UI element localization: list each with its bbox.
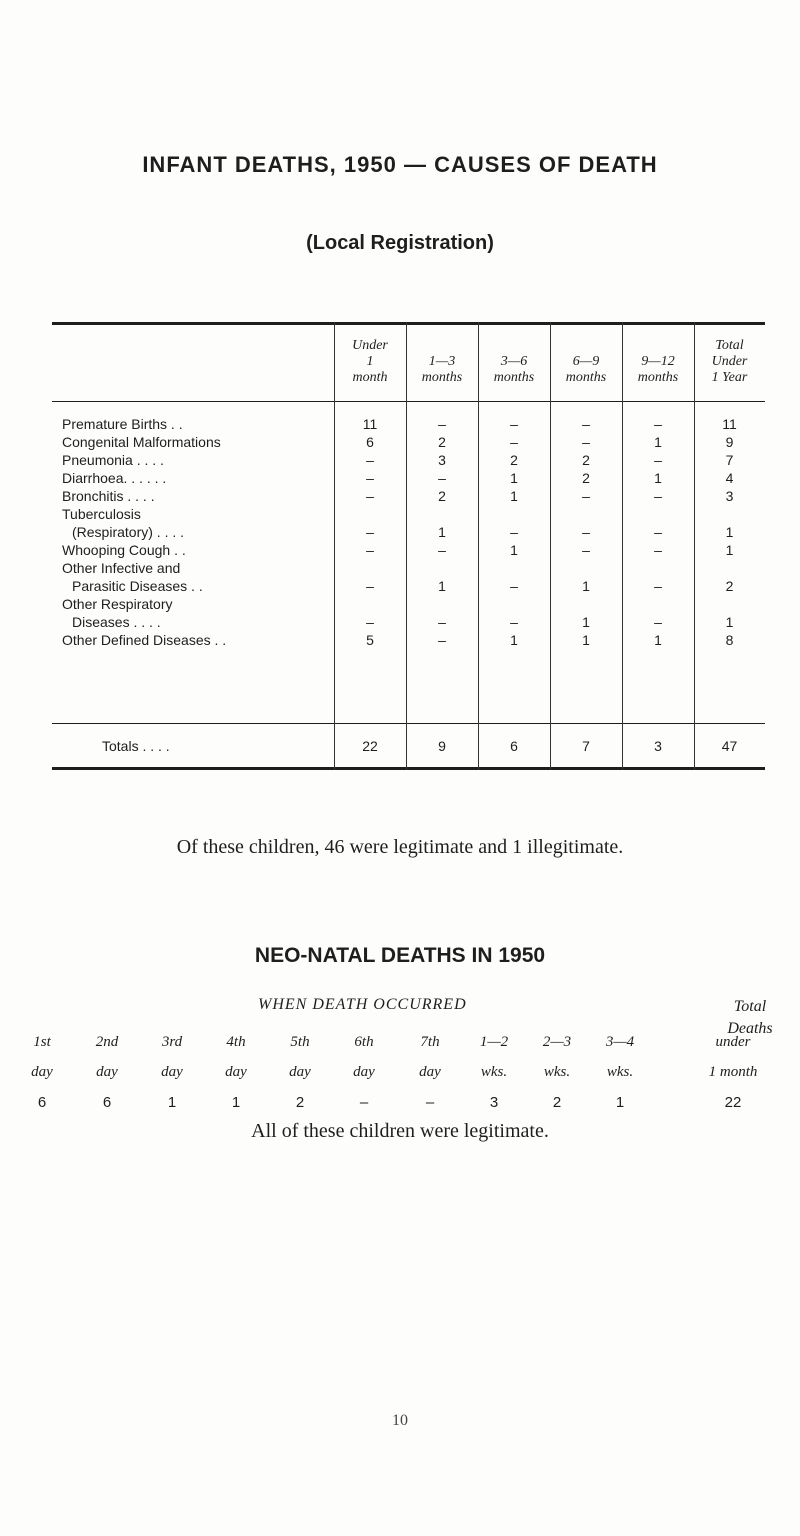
neonatal-heading: 1st xyxy=(33,1034,51,1050)
page-subtitle: (Local Registration) xyxy=(306,232,494,254)
row-label: Diarrhoea. . . . . . xyxy=(62,470,167,486)
neonatal-column xyxy=(683,1034,783,1111)
column-header xyxy=(622,338,694,386)
table-cell: – xyxy=(438,614,446,630)
column-header-line: 1—3 xyxy=(428,354,456,369)
neonatal-heading: 3—4 xyxy=(605,1034,635,1050)
column-header-line: Under xyxy=(711,354,748,369)
column-header-line xyxy=(622,338,694,354)
row-label: (Respiratory) . . . . xyxy=(72,524,185,540)
neonatal-heading: wks. xyxy=(480,1064,508,1080)
neonatal-value: – xyxy=(425,1094,435,1111)
table-cell: – xyxy=(366,614,374,630)
row-label: Other Respiratory xyxy=(62,596,173,612)
table-cell: – xyxy=(654,542,662,558)
column-header xyxy=(550,338,622,386)
totals-label: Totals . . . . xyxy=(102,738,170,754)
table-cell: – xyxy=(582,542,590,558)
table-cell: 1 xyxy=(510,470,518,486)
table-cell: 2 xyxy=(582,452,590,468)
table-cell: – xyxy=(438,470,446,486)
table-cell: 1 xyxy=(510,632,518,648)
row-label: Parasitic Diseases . . xyxy=(72,578,203,594)
table-cell: 1 xyxy=(725,524,734,540)
legitimacy-note: Of these children, 46 were legitimate and 1 illegitimate. xyxy=(176,836,624,858)
table-cell: 2 xyxy=(725,578,734,594)
neonatal-heading: wks. xyxy=(606,1064,634,1080)
column-header-line: months xyxy=(493,370,535,385)
neonatal-heading: day xyxy=(96,1064,118,1080)
neonatal-value: 6 xyxy=(37,1094,47,1111)
table-cell: – xyxy=(582,434,590,450)
neonatal-heading: 1 month xyxy=(708,1064,758,1080)
neonatal-column xyxy=(522,1034,592,1111)
column-header-line: 6—9 xyxy=(572,354,600,369)
neonatal-heading: day xyxy=(31,1064,53,1080)
page-title: INFANT DEATHS, 1950 — CAUSES OF DEATH xyxy=(142,152,658,177)
column-header-line: month xyxy=(352,370,388,385)
neonatal-heading: day xyxy=(419,1064,441,1080)
table-cell: 1 xyxy=(510,542,518,558)
column-header-line: Under xyxy=(352,338,388,353)
neonatal-heading: 5th xyxy=(290,1034,310,1050)
table-cell: 9 xyxy=(725,434,734,450)
table-cell: 3 xyxy=(725,488,734,504)
table-cell: 11 xyxy=(362,416,378,432)
neonatal-column xyxy=(265,1034,335,1111)
neonatal-column xyxy=(7,1034,77,1111)
column-header-line: 1 xyxy=(366,354,374,369)
page-number: 10 xyxy=(392,1412,408,1429)
column-header-line xyxy=(550,338,622,354)
row-label: Other Defined Diseases . . xyxy=(62,632,227,648)
neonatal-column xyxy=(72,1034,142,1111)
neonatal-value: 2 xyxy=(295,1094,305,1111)
column-header-line xyxy=(406,338,478,354)
table-cell: – xyxy=(654,614,662,630)
table-cell: 11 xyxy=(722,416,737,432)
table-cell: 1 xyxy=(654,632,662,648)
table-cell: – xyxy=(582,416,590,432)
when-heading: WHEN DEATH OCCURRED xyxy=(258,996,467,1013)
table-cell: 2 xyxy=(510,452,518,468)
table-bottom-rule xyxy=(52,767,765,770)
table-cell: – xyxy=(654,524,662,540)
neonatal-value: 1 xyxy=(615,1094,625,1111)
table-cell: – xyxy=(510,434,518,450)
neonatal-column xyxy=(329,1034,399,1111)
table-cell: – xyxy=(654,578,662,594)
causes-table xyxy=(52,322,765,770)
row-label: Other Infective and xyxy=(62,560,181,576)
table-cell: – xyxy=(366,524,374,540)
column-header-line: 9—12 xyxy=(641,354,675,369)
column-header xyxy=(694,338,765,386)
neonatal-column xyxy=(585,1034,655,1111)
row-label: Whooping Cough . . xyxy=(62,542,186,558)
table-cell: – xyxy=(654,488,662,504)
column-header-line xyxy=(478,338,550,354)
table-cell: – xyxy=(438,542,446,558)
totals-cell: 6 xyxy=(510,738,518,754)
table-cell: – xyxy=(510,416,518,432)
neonatal-heading: 3rd xyxy=(161,1034,183,1050)
neonatal-note: All of these children were legitimate. xyxy=(251,1120,549,1142)
table-cell: 6 xyxy=(366,434,374,450)
row-label: Premature Births . . xyxy=(62,416,183,432)
table-cell: 7 xyxy=(725,452,734,468)
table-cell: 2 xyxy=(582,470,590,486)
row-label: Tuberculosis xyxy=(62,506,141,522)
neonatal-heading: 2—3 xyxy=(542,1034,572,1050)
neonatal-heading: day xyxy=(161,1064,183,1080)
table-cell: 3 xyxy=(438,452,446,468)
neonatal-heading: under xyxy=(715,1034,751,1050)
table-cell: 1 xyxy=(582,578,590,594)
neonatal-value: 3 xyxy=(489,1094,499,1111)
neonatal-column xyxy=(395,1034,465,1111)
table-cell: – xyxy=(438,632,446,648)
neonatal-value: 1 xyxy=(167,1094,177,1111)
neonatal-heading: wks. xyxy=(543,1064,571,1080)
column-header-line: months xyxy=(421,370,463,385)
table-cell: – xyxy=(366,470,374,486)
neonatal-column xyxy=(137,1034,207,1111)
table-cell: – xyxy=(582,524,590,540)
table-cell: – xyxy=(510,578,518,594)
table-cell: – xyxy=(582,488,590,504)
table-cell: 8 xyxy=(725,632,734,648)
table-cell: – xyxy=(654,416,662,432)
total-heading-line: Total xyxy=(733,998,767,1015)
neonatal-value: – xyxy=(359,1094,369,1111)
table-cell: – xyxy=(654,452,662,468)
neonatal-title: NEO-NATAL DEATHS IN 1950 xyxy=(254,944,546,967)
totals-cell: 22 xyxy=(362,738,378,754)
table-cell: – xyxy=(510,614,518,630)
table-cell: 1 xyxy=(725,614,734,630)
table-cell: 1 xyxy=(725,542,734,558)
neonatal-heading: 6th xyxy=(354,1034,374,1050)
neonatal-value: 2 xyxy=(552,1094,562,1111)
total-heading-line: Deaths xyxy=(727,1020,773,1037)
neonatal-heading: 2nd xyxy=(95,1034,119,1050)
table-cell: – xyxy=(366,578,374,594)
table-cell: – xyxy=(438,416,446,432)
neonatal-heading: 1—2 xyxy=(479,1034,509,1050)
table-cell: 4 xyxy=(725,470,734,486)
column-header-line: months xyxy=(565,370,607,385)
neonatal-heading: day xyxy=(353,1064,375,1080)
totals-cell: 7 xyxy=(582,738,590,754)
column-header xyxy=(406,338,478,386)
table-top-rule xyxy=(52,322,765,325)
column-header xyxy=(334,338,406,386)
totals-rule xyxy=(52,723,765,724)
column-header-line: 3—6 xyxy=(500,354,528,369)
table-cell: 1 xyxy=(438,524,446,540)
column-header xyxy=(478,338,550,386)
totals-cell: 9 xyxy=(438,738,446,754)
table-cell: – xyxy=(366,452,374,468)
table-cell: 2 xyxy=(438,434,446,450)
neonatal-value: 6 xyxy=(102,1094,112,1111)
neonatal-value: 1 xyxy=(231,1094,241,1111)
neonatal-heading: day xyxy=(289,1064,311,1080)
table-cell: 1 xyxy=(654,434,662,450)
neonatal-heading: 7th xyxy=(420,1034,440,1050)
neonatal-heading: day xyxy=(225,1064,247,1080)
table-cell: 1 xyxy=(582,632,590,648)
neonatal-column xyxy=(201,1034,271,1111)
neonatal-column xyxy=(459,1034,529,1111)
column-header-line: months xyxy=(637,370,679,385)
row-label: Pneumonia . . . . xyxy=(62,452,164,468)
table-cell: – xyxy=(366,488,374,504)
row-label: Congenital Malformations xyxy=(62,434,221,450)
table-cell: 1 xyxy=(654,470,662,486)
table-cell: – xyxy=(510,524,518,540)
table-cell: – xyxy=(366,542,374,558)
table-cell: 2 xyxy=(438,488,446,504)
table-cell: 1 xyxy=(438,578,446,594)
neonatal-value: 22 xyxy=(724,1094,742,1111)
totals-cell: 3 xyxy=(654,738,662,754)
table-cell: 1 xyxy=(582,614,590,630)
totals-cell: 47 xyxy=(721,738,738,754)
column-header-line: 1 Year xyxy=(711,370,748,385)
row-label: Bronchitis . . . . xyxy=(62,488,155,504)
column-header-line: Total xyxy=(715,338,744,353)
table-cell: 5 xyxy=(366,632,374,648)
header-rule-left xyxy=(52,401,334,402)
table-cell: 1 xyxy=(510,488,518,504)
neonatal-heading: 4th xyxy=(226,1034,246,1050)
row-label: Diseases . . . . xyxy=(72,614,161,630)
